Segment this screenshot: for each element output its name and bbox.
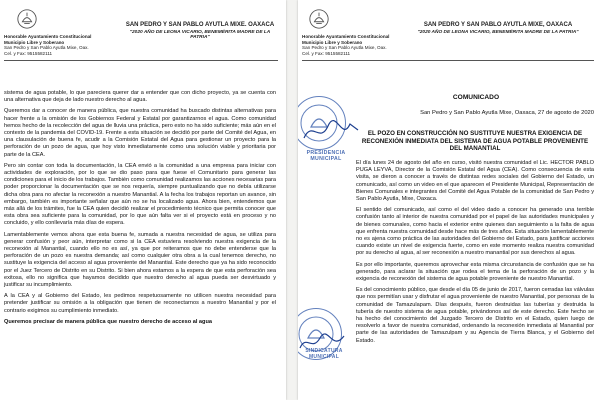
org-name-line: Honorable Ayuntamiento Constitucional (4, 34, 92, 39)
right-header-town (408, 22, 588, 35)
paragraph: A la CEA y al Gobierno del Estado, les pedimos respetuosamente no utilicen nuestra necesidad para pretender justificar su omisión a la obligación que tienen de reconectarnos a nuestro Manantial y por el contrario exigimos su cumplimiento inmediato. (4, 293, 276, 314)
paragraph: Queremos dar a conocer de manera pública, que nuestra comunidad ha buscado distintas alternativas para hacer frente a la omisión de los Gobiernos Federal y Estatal por garantizarnos el agua. Como comunidad hemos hecho de la recolección del agua de lluvia una práctica, pero esto no ha sido suficiente; más aún en el contexto de la pandemia del COVID-19. Frente a esta situación se decidió por parte del Comité del Agua, en una clausulación de buena fe, acudir a la Comisión Estatal del Agua para gestionar un proyecto para la perforación de un pozo de agua, que hoy visto inmediatamente como una solución viable y prioritaria por parte de la CEA. (4, 108, 276, 158)
year-motto: "2020 AÑO DE LEONA VICARIO, BENEMÉRITA MADRE DE LA PATRIA" (129, 30, 271, 40)
header-divider (302, 60, 594, 61)
org-phone-line: Cel. y Fax: 9515582111 (302, 50, 351, 56)
paragraph: Queremos precisar de manera pública que nuestro derecho de acceso al agua (4, 318, 212, 325)
communique-headline: EL POZO EN CONSTRUCCIÓN NO SUSTITUYE NUESTRA EXIGENCIA DE RECONEXIÓN INMEDIATA DEL SISTEMA DE AGUA POTABLE PROVENIENTE DEL MANANTIAL (361, 130, 589, 153)
presidency-stamp-label: PRESIDENCIA MUNICIPAL (306, 150, 346, 162)
org-subtitle-line: Municipio Libre y Soberano (4, 39, 65, 45)
org-subtitle-line: Municipio Libre y Soberano (302, 39, 363, 45)
org-town-line: San Pedro y San Pablo Ayutla Mixe, Oax. (302, 45, 387, 51)
left-header-town (122, 22, 278, 40)
org-town-line: San Pedro y San Pablo Ayutla Mixe, Oax. (4, 45, 89, 51)
signature-bottom (298, 330, 348, 356)
right-document-page (298, 0, 600, 400)
header-divider (4, 60, 278, 61)
signature-top (302, 116, 362, 146)
paragraph: El día lunes 24 de agosto del año en curso, visitó nuestra comunidad el Lic. HECTOR PABLO PUGA LEYVA, Director de la Comisión Estatal del Agua (CEA). Como consecuencia de esta visita, se dieron a conocer a través de distintas redes sociales del Gobierno del Estado, un comunicado, así como un video en el que aparecen el Presidente Municipal, Representación de Bienes Comunales e integrantes del Comité del Agua Potable de la comunidad de San Pedro y San Pablo Ayutla, Mixe, Oaxaca. (356, 160, 594, 203)
town-name: SAN PEDRO Y SAN PABLO AYUTLA MIXE, OAXACA (423, 22, 573, 28)
coat-of-arms-icon (16, 8, 38, 30)
left-header-org (4, 34, 114, 56)
paragraph: sistema de agua potable, lo que pareciera querer dar a entender que con dicho proyecto, ya se cuenta con una alternativa que deja de lado nuestro derecho al agua. (4, 90, 276, 104)
org-phone-line: Cel. y Fax: 9515582111 (4, 50, 53, 56)
coat-of-arms-icon (308, 8, 330, 30)
paragraph: El sentido del comunicado, así como el del video dado a conocer ha generado una terrible confusión tanto al interior de nuestra comunidad por el papel de las autoridades municipales y de bienes comunales, como hacia el exterior entre quienes dan seguimiento a la falta de agua que enfrenta nuestra comunidad desde hace más de tres años. Esta situación lamentablemente no es ajena como práctica de las autoridades del Gobierno del Estado, para justificar acciones cuando existe un nivel de exigencia fuerte, como en este momento realiza nuestra comunidad por su derecho al agua, al ser reconexión a nuestro manantial por sus derechos al agua. (356, 207, 594, 257)
left-body-text (4, 90, 276, 330)
right-body-text (356, 160, 594, 349)
year-motto: "2020 AÑO DE LEONA VICARIO, BENEMÉRITA MADRE DE LA PATRIA" (417, 30, 579, 35)
communique-title: COMUNICADO (452, 94, 500, 101)
right-header-org (302, 34, 402, 56)
paragraph: Lamentablemente vemos ahora que esta buena fe, sumada a nuestra necesidad de agua, se utiliza para generar confusión y peor aún, interpretar como si la CEA estuviera resolviendo nuestra exigencia de la reconexión al Manantial, cuando ello no es así, ya que por reiteramos que no debe entenderse que la perforación de un pozo es nuestra demanda; así como cualquier otra obra a la cual tenemos derecho, no sustituye la exigencia del acceso al agua proveniente del Manantial. Este derecho que ya ha sido reconocido por el Juez Tercero de Distrito en su Distrito. Si bien ahora estamos a la espera de que esta perforación sea exitosa, ello no significa que hayamos decidido que nuestro derecho al agua pueda ser desvirtuado y justificar su incumplimiento. (4, 231, 276, 289)
sindicatura-stamp-label: SINDICATURA MUNICIPAL (305, 348, 343, 360)
paragraph: Es del conocimiento público, que desde el día 05 de junio de 2017, fueron cerradas las válvulas que nos permitían usar y disfrutar el agua proveniente de nuestro Manantial, por personas de la comunidad de Tamazulapam. Días después, fueron destruidas las tuberías y destruida la tubería de nuestro sistema de agua potable, privándonos así de este derecho. Este hecho se ha hecho del conocimiento del Juzgado Tercero de Distrito en el Estado, quien luego de resolverlo a favor de nuestra comunidad, ordenando la reconexión inmediata al Manantial por parte de las autoridades de Tamazulpam y su Agencia de Tierra Blanca, y el Gobierno del Estado. (356, 287, 594, 344)
org-name-line: Honorable Ayuntamiento Constitucional (302, 34, 390, 39)
town-name: SAN PEDRO Y SAN PABLO AYUTLA MIXE. OAXACA (125, 22, 275, 28)
left-document-page (0, 0, 286, 400)
communique-date: San Pedro y San Pablo Ayutla Mixe, Oaxaca, 27 de agosto de 2020 (420, 110, 594, 116)
paragraph: Es por ello importante, queremos aprovechar esta misma circunstancia de confusión que se ha generado, para aclarar la situación que rodea el tema de la perforación de un pozo y la exigencia de reconexión del sistema de agua potable proveniente de nuestro Manantial. (356, 261, 594, 283)
paragraph: Pero sin contar con toda la documentación, la CEA envió a la comunidad a una empresa para iniciar con actividades de exploración, por lo que se dio paso para que fuese el Comunitario para generar las condiciones para el inicio de los trabajos. También como comunidad realizamos las acciones necesarias para poder proporcionar la documentación que se nos requería, siempre puntualizando que no debía utilizarse dicha obra para no afectar la reconexión a nuestro Manantial. A la fecha los trabajos reportan un avance, sin embargo, también es importante señalar que aún no se ha localizado agua. Ahora bien, entendemos que más allá de los trámites, fue la CEA quien decidió realizar el procedimiento técnico que permita conocer que esta obra sea suficiente para la comunidad, por lo que aún falta ver si el proyecto está en proceso y no concluido, y ello conllevaría más días de espera. (4, 162, 276, 227)
